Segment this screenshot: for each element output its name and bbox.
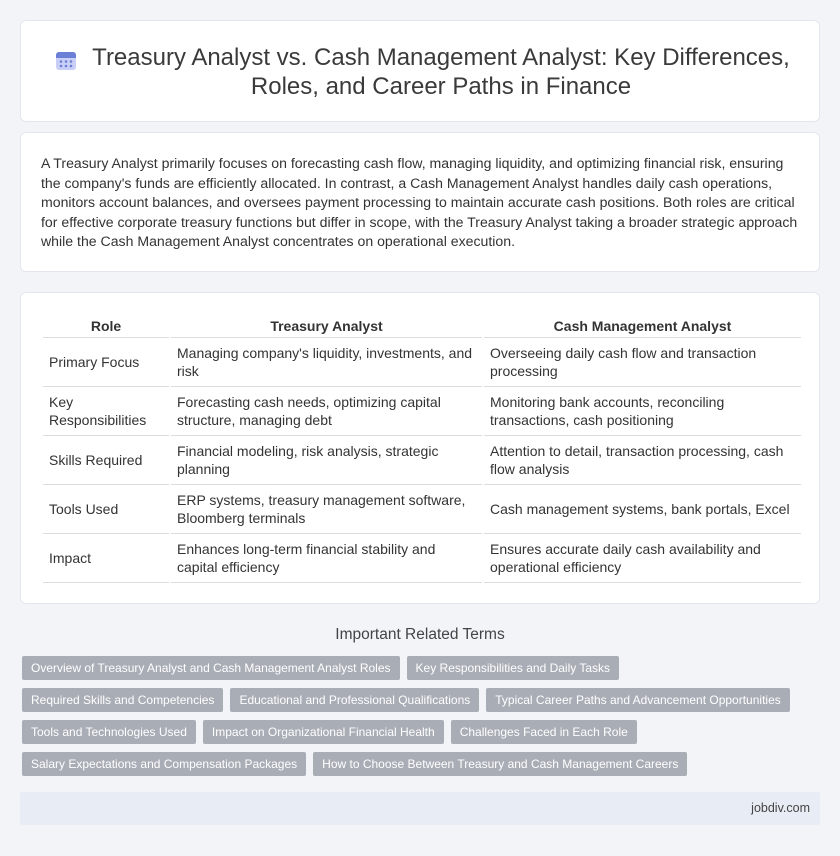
related-term-link[interactable]: Salary Expectations and Compensation Packages — [22, 752, 306, 776]
column-header-cash-management: Cash Management Analyst — [484, 315, 801, 338]
related-term-link[interactable]: How to Choose Between Treasury and Cash Management Careers — [313, 752, 687, 776]
table-row — [43, 534, 801, 583]
treasury-cell: Forecasting cash needs, optimizing capital structure, managing debt — [171, 387, 482, 436]
footer-site-link[interactable]: jobdiv.com — [751, 801, 810, 815]
table-header-row — [43, 315, 801, 338]
treasury-cell: Enhances long-term financial stability and capital efficiency — [171, 534, 482, 583]
comparison-card — [20, 292, 820, 604]
cash-management-cell: Cash management systems, bank portals, Excel — [484, 485, 801, 534]
row-label: Impact — [43, 534, 169, 583]
table-row — [43, 485, 801, 534]
table-row — [43, 338, 801, 387]
cash-management-cell: Ensures accurate daily cash availability and operational efficiency — [484, 534, 801, 583]
cash-management-cell: Monitoring bank accounts, reconciling transactions, cash positioning — [484, 387, 801, 436]
footer — [20, 792, 820, 825]
related-term-link[interactable]: Impact on Organizational Financial Health — [203, 720, 444, 744]
related-term-link[interactable]: Challenges Faced in Each Role — [451, 720, 637, 744]
treasury-cell: ERP systems, treasury management software, Bloomberg terminals — [171, 485, 482, 534]
row-label: Tools Used — [43, 485, 169, 534]
intro-paragraph: A Treasury Analyst primarily focuses on forecasting cash flow, managing liquidity, and optimizing financial risk, ensuring the company's funds are efficiently allocated. In contrast, a Cash Management Analyst handles daily cash operations, monitors account balances, and oversees payment processing to maintain accurate cash positions. Both roles are critical for effective corporate treasury functions but differ in scope, with the Treasury Analyst taking a broader strategic approach while the Cash Management Analyst concentrates on operational execution. — [41, 155, 798, 249]
related-term-link[interactable]: Tools and Technologies Used — [22, 720, 196, 744]
related-term-link[interactable]: Educational and Professional Qualifications — [230, 688, 479, 712]
intro-card — [20, 132, 820, 272]
related-term-link[interactable]: Overview of Treasury Analyst and Cash Management Analyst Roles — [22, 656, 400, 680]
page-title: Treasury Analyst vs. Cash Management Analyst: Key Differences, Roles, and Career Paths in Finance — [92, 44, 790, 100]
cash-management-cell: Overseeing daily cash flow and transaction processing — [484, 338, 801, 387]
related-term-link[interactable]: Typical Career Paths and Advancement Opportunities — [486, 688, 790, 712]
column-header-treasury: Treasury Analyst — [171, 315, 482, 338]
related-terms-list — [22, 656, 822, 776]
row-label: Key Responsibilities — [43, 387, 169, 436]
related-term-link[interactable]: Required Skills and Competencies — [22, 688, 223, 712]
row-label: Skills Required — [43, 436, 169, 485]
row-label: Primary Focus — [43, 338, 169, 387]
treasury-cell: Managing company's liquidity, investments, and risk — [171, 338, 482, 387]
treasury-cell: Financial modeling, risk analysis, strategic planning — [171, 436, 482, 485]
table-row — [43, 436, 801, 485]
related-term-link[interactable]: Key Responsibilities and Daily Tasks — [407, 656, 620, 680]
cash-management-cell: Attention to detail, transaction processing, cash flow analysis — [484, 436, 801, 485]
related-terms-heading: Important Related Terms — [335, 626, 505, 643]
table-row — [43, 387, 801, 436]
column-header-role: Role — [43, 315, 169, 338]
comparison-table — [41, 315, 803, 583]
header-card — [20, 20, 820, 122]
